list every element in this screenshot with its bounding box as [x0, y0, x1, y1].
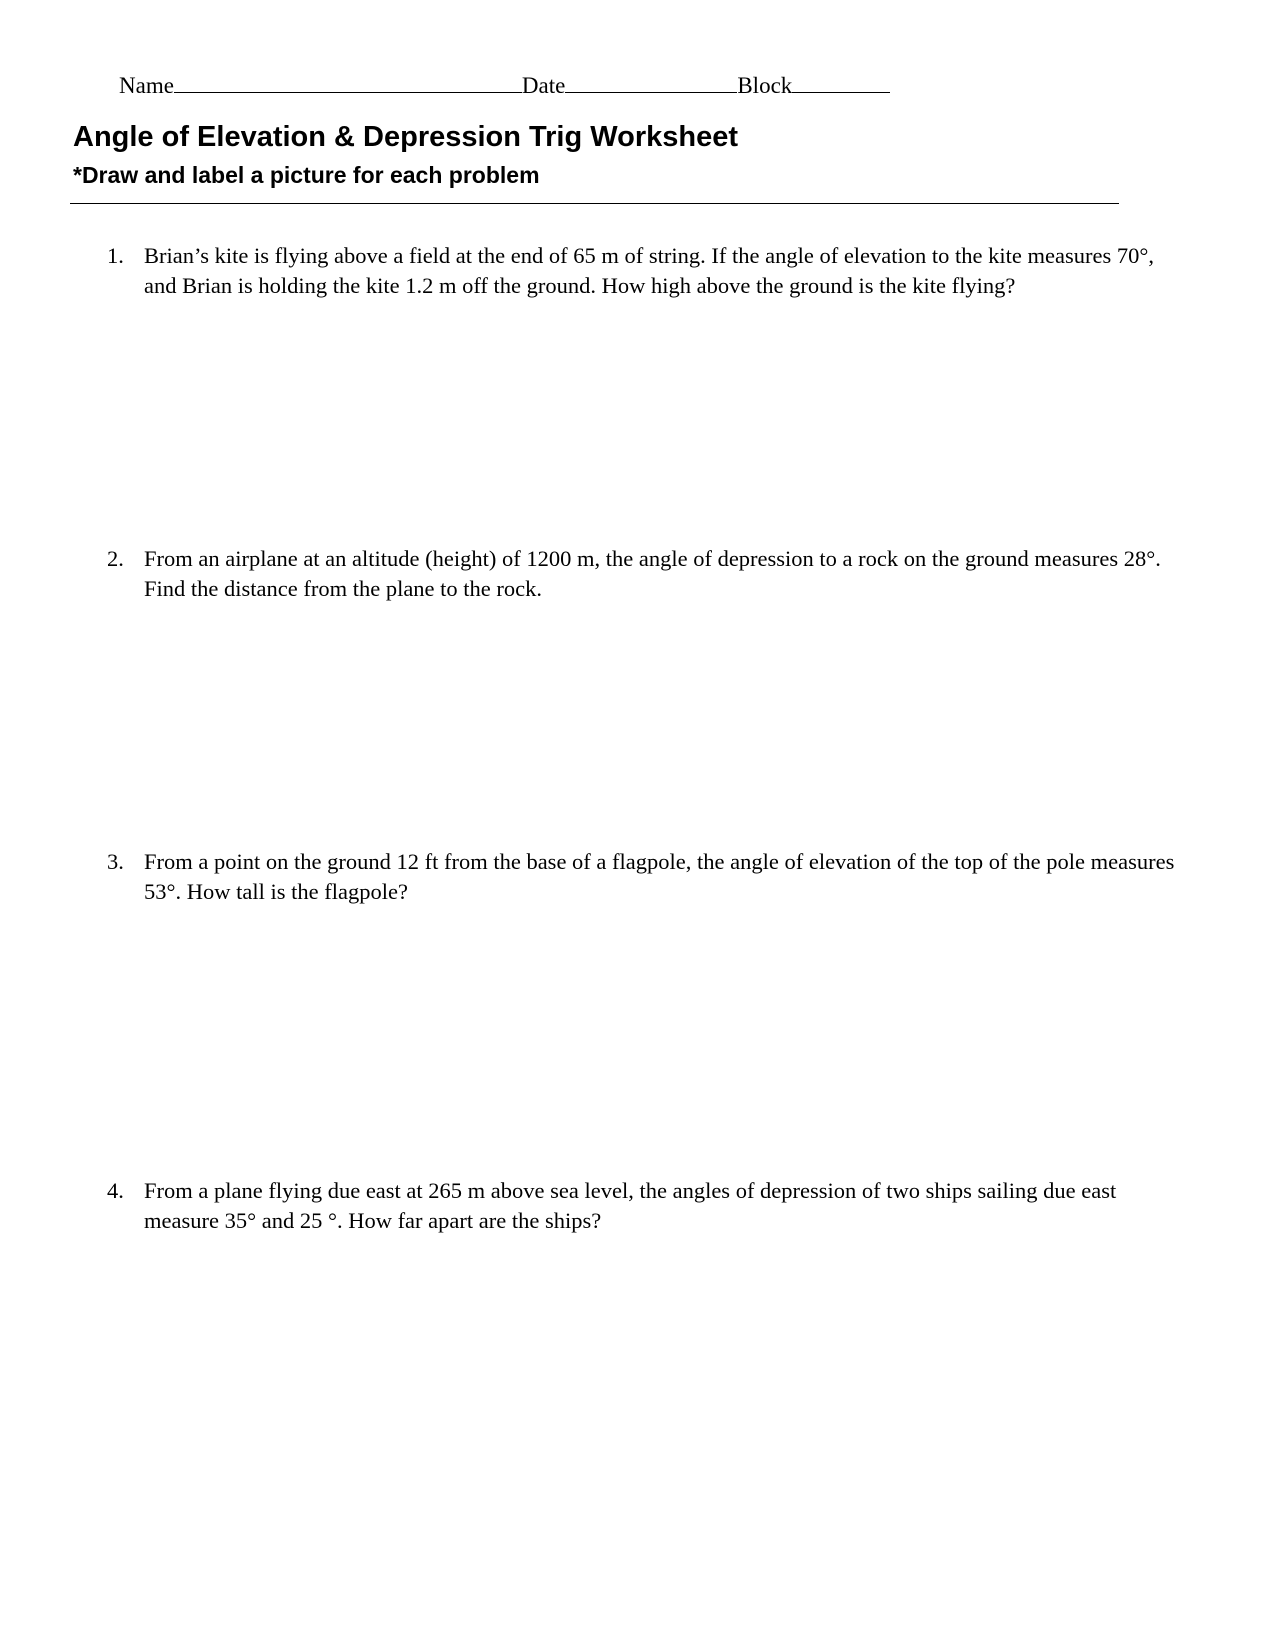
- problem-2: [107, 544, 1187, 604]
- problem-1: [107, 241, 1187, 301]
- problem-text: From a point on the ground 12 ft from the base of a flagpole, the angle of elevation of the top of the pole measures 53°. How tall is the flagpole?: [144, 849, 1175, 904]
- problem-text: From an airplane at an altitude (height) of 1200 m, the angle of depression to a rock on the ground measures 28°. Find the distance from the plane to the rock.: [144, 546, 1161, 601]
- date-blank[interactable]: [565, 72, 737, 93]
- problem-number: 2.: [107, 546, 124, 571]
- problem-4: [107, 1176, 1187, 1236]
- page-subtitle: *Draw and label a picture for each problem: [73, 162, 540, 188]
- problem-text: From a plane flying due east at 265 m above sea level, the angles of depression of two ships sailing due east measure 35° and 25 °. How far apart are the ships?: [144, 1178, 1117, 1233]
- date-label: Date: [521, 73, 566, 98]
- block-blank[interactable]: [792, 72, 890, 93]
- problem-number: 1.: [107, 243, 124, 268]
- name-blank[interactable]: [174, 72, 522, 93]
- divider: [70, 203, 1119, 204]
- page-title: Angle of Elevation & Depression Trig Worksheet: [73, 121, 738, 153]
- problem-3: [107, 847, 1187, 907]
- student-info-header: [119, 72, 890, 100]
- problem-number: 3.: [107, 849, 124, 874]
- name-label: Name: [119, 73, 174, 98]
- problem-text: Brian’s kite is flying above a field at the end of 65 m of string. If the angle of elevation to the kite measures 70°, and Brian is holding the kite 1.2 m off the ground. How high above the ground is the kite flying?: [144, 243, 1154, 298]
- problem-number: 4.: [107, 1178, 124, 1203]
- block-label: Block: [737, 73, 793, 98]
